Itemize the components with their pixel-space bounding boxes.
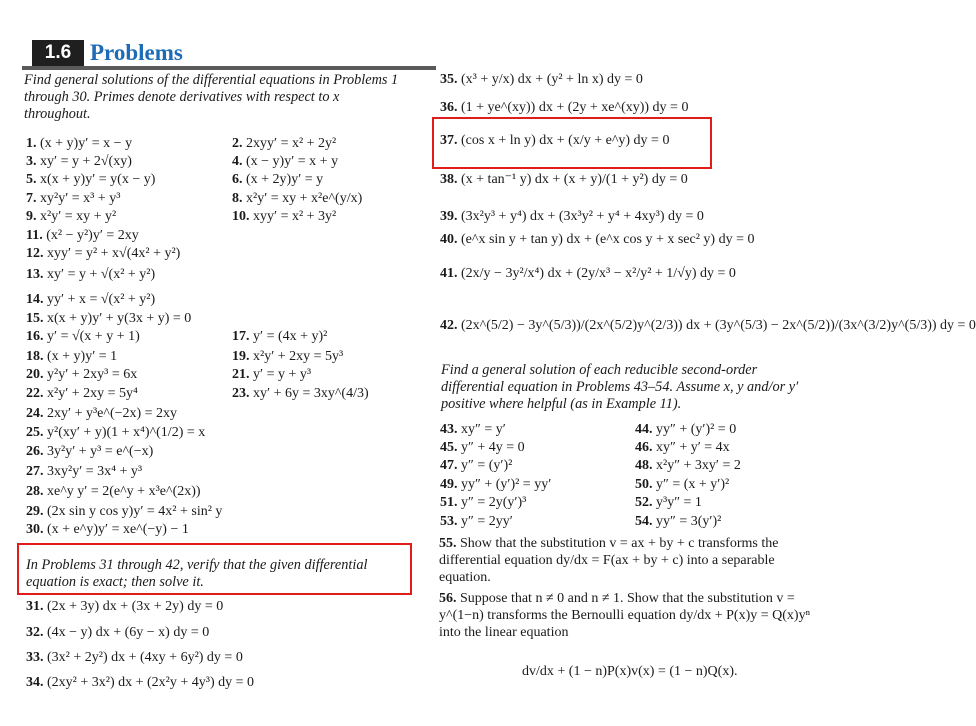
problem-equation: (2x/y − 3y²/x⁴) dx + (2y/x³ − x²/y² + 1/√y) dy = 0 xyxy=(461,266,736,281)
problem-item xyxy=(440,266,736,282)
problem-number: 14. xyxy=(26,292,47,307)
problem-equation: xy″ + y′ = 4x xyxy=(656,440,730,455)
problem-55 xyxy=(439,535,819,586)
problem-number: 26. xyxy=(26,444,47,459)
problem-equation: (2x sin y cos y)y′ = 4x² + sin² y xyxy=(47,504,223,519)
problem-number: 53. xyxy=(440,514,461,529)
problem-item xyxy=(440,172,688,188)
problem-item xyxy=(26,367,137,383)
problem-equation: yy″ + (y′)² = 0 xyxy=(656,422,737,437)
problem-number: 52. xyxy=(635,495,656,510)
problem-number: 24. xyxy=(26,406,47,421)
problem-item xyxy=(26,136,132,152)
problem-equation: xe^y y′ = 2(e^y + x³e^(2x)) xyxy=(47,484,201,499)
problem-number: 54. xyxy=(635,514,656,529)
problem-equation: xy²y′ = x³ + y³ xyxy=(40,191,121,206)
problem-number: 34. xyxy=(26,675,47,690)
problem-number: 48. xyxy=(635,458,656,473)
problem-item xyxy=(635,477,729,493)
problem-equation: (cos x + ln y) dx + (x/y + e^y) dy = 0 xyxy=(461,133,670,148)
problem-56-equation: dv/dx + (1 − n)P(x)v(x) = (1 − n)Q(x). xyxy=(522,664,738,679)
problem-number: 27. xyxy=(26,464,47,479)
problem-number: 6. xyxy=(232,172,246,187)
problem-equation: x²y′ + 2xy = 5y³ xyxy=(253,349,344,364)
problem-number: 8. xyxy=(232,191,246,206)
problem-equation: y³y″ = 1 xyxy=(656,495,702,510)
problem-item xyxy=(440,232,754,248)
problem-number: 36. xyxy=(440,100,461,115)
problem-equation: (2xy² + 3x²) dx + (2x²y + 4y³) dy = 0 xyxy=(47,675,255,690)
problem-item xyxy=(26,444,153,460)
problem-number: 41. xyxy=(440,266,461,281)
problem-number: 40. xyxy=(440,232,461,247)
problem-equation: xy′ = y + √(x² + y²) xyxy=(47,267,156,282)
problem-equation: (2x + 3y) dx + (3x + 2y) dy = 0 xyxy=(47,599,224,614)
problem-number: 35. xyxy=(440,72,461,87)
problem-item xyxy=(232,191,362,207)
problem-equation: (2x^(5/2) − 3y^(5/3))/(2x^(5/2)y^(2/3)) dx + (3y^(5/3) − 2x^(5/2))/(3x^(3/2)y^(5/3)) dy = 0 xyxy=(461,318,976,333)
problem-text: Show that the substitution v = ax + by + c transforms the differential equation dy/dx = F(ax + by + c) into a separable equation. xyxy=(439,536,779,585)
problem-equation: y′ = (4x + y)² xyxy=(253,329,328,344)
problem-item xyxy=(26,349,117,365)
exact-intro-text: In Problems 31 through 42, verify that the given differential equation is exact; then solve it. xyxy=(26,557,368,590)
problem-number: 5. xyxy=(26,172,40,187)
problem-item xyxy=(26,484,201,500)
problem-item xyxy=(440,209,704,225)
problem-number: 29. xyxy=(26,504,47,519)
problem-equation: xyy′ = y² + x√(4x² + y²) xyxy=(47,246,181,261)
problem-number: 13. xyxy=(26,267,47,282)
problem-item xyxy=(26,172,155,188)
problem-item xyxy=(635,440,730,456)
problem-item xyxy=(26,329,140,345)
problem-number: 37. xyxy=(440,133,461,148)
problem-equation: x(x + y)y′ = y(x − y) xyxy=(40,172,156,187)
problem-number: 42. xyxy=(440,318,461,333)
problem-item xyxy=(440,440,525,456)
problem-equation: xyy′ = x² + 3y² xyxy=(253,209,337,224)
problem-number: 55. xyxy=(439,536,457,551)
problem-equation: x²y″ + 3xy′ = 2 xyxy=(656,458,741,473)
problem-equation: (x − y)y′ = x + y xyxy=(246,154,339,169)
problem-equation: (4x − y) dx + (6y − x) dy = 0 xyxy=(47,625,210,640)
problem-item xyxy=(26,154,132,170)
second-order-intro: Find a general solution of each reducible second-order differential equation in Problems 43–54. Assume x, y and/or y′ positive where helpful (as in Example 11). xyxy=(441,362,799,412)
problem-number: 30. xyxy=(26,522,47,537)
problem-equation: 2xy′ + y³e^(−2x) = 2xy xyxy=(47,406,178,421)
problem-number: 7. xyxy=(26,191,40,206)
problem-equation: yy″ = 3(y′)² xyxy=(656,514,722,529)
problem-item xyxy=(26,267,155,283)
problem-item xyxy=(232,136,336,152)
problem-equation: y″ = 2y(y′)³ xyxy=(461,495,527,510)
problem-item xyxy=(232,172,323,188)
problem-item xyxy=(26,406,177,422)
header-rule xyxy=(22,66,436,70)
problem-item xyxy=(232,386,369,402)
problem-item xyxy=(26,246,180,262)
problem-number: 3. xyxy=(26,154,40,169)
problem-item xyxy=(26,650,243,666)
problem-equation: yy′ + x = √(x² + y²) xyxy=(47,292,156,307)
problem-item xyxy=(635,495,702,511)
problem-item xyxy=(232,349,343,365)
problem-equation: y″ + 4y = 0 xyxy=(461,440,525,455)
problem-item xyxy=(26,228,139,244)
problem-item xyxy=(232,154,338,170)
problem-equation: y″ = 2yy′ xyxy=(461,514,513,529)
problem-item xyxy=(635,458,741,474)
problem-item xyxy=(635,514,721,530)
problem-item xyxy=(26,464,142,480)
problem-equation: yy″ + (y′)² = yy′ xyxy=(461,477,552,492)
problem-equation: (3x² + 2y²) dx + (4xy + 6y²) dy = 0 xyxy=(47,650,243,665)
problem-number: 44. xyxy=(635,422,656,437)
problem-number: 46. xyxy=(635,440,656,455)
problem-number: 10. xyxy=(232,209,253,224)
problem-number: 31. xyxy=(26,599,47,614)
problem-item xyxy=(26,191,120,207)
problem-number: 11. xyxy=(26,228,47,243)
problem-number: 33. xyxy=(26,650,47,665)
problem-equation: (x + tan⁻¹ y) dx + (x + y)/(1 + y²) dy = 0 xyxy=(461,172,688,187)
problem-number: 22. xyxy=(26,386,47,401)
problem-item xyxy=(440,495,526,511)
problem-equation: y″ = (y′)² xyxy=(461,458,513,473)
problem-text: Suppose that n ≠ 0 and n ≠ 1. Show that the substitution v = y^(1−n) transforms the Bernoulli equation dy/dx + P(x)y = Q(x)yⁿ into the linear equation xyxy=(439,591,810,640)
problem-number: 32. xyxy=(26,625,47,640)
problem-item xyxy=(440,458,512,474)
problem-equation: (3x²y³ + y⁴) dx + (3x³y² + y⁴ + 4xy³) dy = 0 xyxy=(461,209,704,224)
problem-item xyxy=(26,311,191,327)
problem-equation: y″ = (x + y′)² xyxy=(656,477,730,492)
problem-item xyxy=(440,514,513,530)
problem-equation: 2xyy′ = x² + 2y² xyxy=(246,136,337,151)
problem-number: 20. xyxy=(26,367,47,382)
problem-equation: 3xy²y′ = 3x⁴ + y³ xyxy=(47,464,143,479)
problem-number: 38. xyxy=(440,172,461,187)
problem-equation: xy′ + 6y = 3xy^(4/3) xyxy=(253,386,369,401)
problem-number: 39. xyxy=(440,209,461,224)
problem-equation: xy″ = y′ xyxy=(461,422,506,437)
problem-number: 49. xyxy=(440,477,461,492)
problem-item xyxy=(26,599,223,615)
problem-equation: (x + y)y′ = x − y xyxy=(40,136,133,151)
problem-number: 23. xyxy=(232,386,253,401)
problem-item xyxy=(26,209,116,225)
problem-number: 25. xyxy=(26,425,47,440)
problem-equation: y′ = √(x + y + 1) xyxy=(47,329,140,344)
problem-number: 18. xyxy=(26,349,47,364)
problem-equation: y′ = y + y³ xyxy=(253,367,312,382)
problem-item xyxy=(232,367,311,383)
problem-number: 1. xyxy=(26,136,40,151)
problem-item xyxy=(232,209,336,225)
problem-equation: (x² − y²)y′ = 2xy xyxy=(46,228,139,243)
problem-number: 56. xyxy=(439,591,457,606)
problem-item xyxy=(26,292,155,308)
problem-number: 21. xyxy=(232,367,253,382)
problem-56 xyxy=(439,590,819,641)
problem-item xyxy=(26,522,189,538)
problem-equation: (1 + ye^(xy)) dx + (2y + xe^(xy)) dy = 0 xyxy=(461,100,689,115)
highlight-box-problem-37 xyxy=(432,117,712,169)
problem-number: 15. xyxy=(26,311,47,326)
problem-equation: x²y′ = xy + x²e^(y/x) xyxy=(246,191,363,206)
problem-number: 50. xyxy=(635,477,656,492)
problem-equation: 3y²y′ + y³ = e^(−x) xyxy=(47,444,154,459)
problem-equation: x²y′ + 2xy = 5y⁴ xyxy=(47,386,138,401)
problem-number: 16. xyxy=(26,329,47,344)
problem-equation: (x + e^y)y′ = xe^(−y) − 1 xyxy=(47,522,189,537)
problem-item xyxy=(440,318,976,334)
problem-number: 12. xyxy=(26,246,47,261)
problem-number: 45. xyxy=(440,440,461,455)
intro-text: Find general solutions of the differential equations in Problems 1 through 30. Primes denote derivatives with respect to x throughout. xyxy=(24,72,399,122)
problem-item xyxy=(440,422,506,438)
problem-number: 28. xyxy=(26,484,47,499)
problem-number: 4. xyxy=(232,154,246,169)
problem-equation: (x + 2y)y′ = y xyxy=(246,172,324,187)
problem-number: 19. xyxy=(232,349,253,364)
problem-number: 9. xyxy=(26,209,40,224)
problem-equation: (x³ + y/x) dx + (y² + ln x) dy = 0 xyxy=(461,72,643,87)
problem-number: 2. xyxy=(232,136,246,151)
problem-equation: (x + y)y′ = 1 xyxy=(47,349,118,364)
problem-equation: y²y′ + 2xy³ = 6x xyxy=(47,367,138,382)
problem-equation: x²y′ = xy + y² xyxy=(40,209,117,224)
problem-number: 17. xyxy=(232,329,253,344)
problem-number: 51. xyxy=(440,495,461,510)
problem-item xyxy=(440,477,551,493)
problem-equation: y²(xy′ + y)(1 + x⁴)^(1/2) = x xyxy=(47,425,206,440)
problem-item xyxy=(440,100,688,116)
problem-item xyxy=(232,329,327,345)
problem-item xyxy=(26,625,209,641)
problem-equation: x(x + y)y′ + y(3x + y) = 0 xyxy=(47,311,192,326)
section-title: Problems xyxy=(90,40,183,65)
problem-item xyxy=(440,72,643,88)
problem-item xyxy=(26,675,254,691)
problem-equation: (e^x sin y + tan y) dx + (e^x cos y + x sec² y) dy = 0 xyxy=(461,232,755,247)
problem-item xyxy=(26,386,138,402)
problem-equation: xy′ = y + 2√(xy) xyxy=(40,154,132,169)
problem-item xyxy=(26,504,222,520)
section-number: 1.6 xyxy=(32,40,84,66)
problem-item xyxy=(26,425,205,441)
problem-item xyxy=(635,422,736,438)
problem-number: 47. xyxy=(440,458,461,473)
problem-number: 43. xyxy=(440,422,461,437)
